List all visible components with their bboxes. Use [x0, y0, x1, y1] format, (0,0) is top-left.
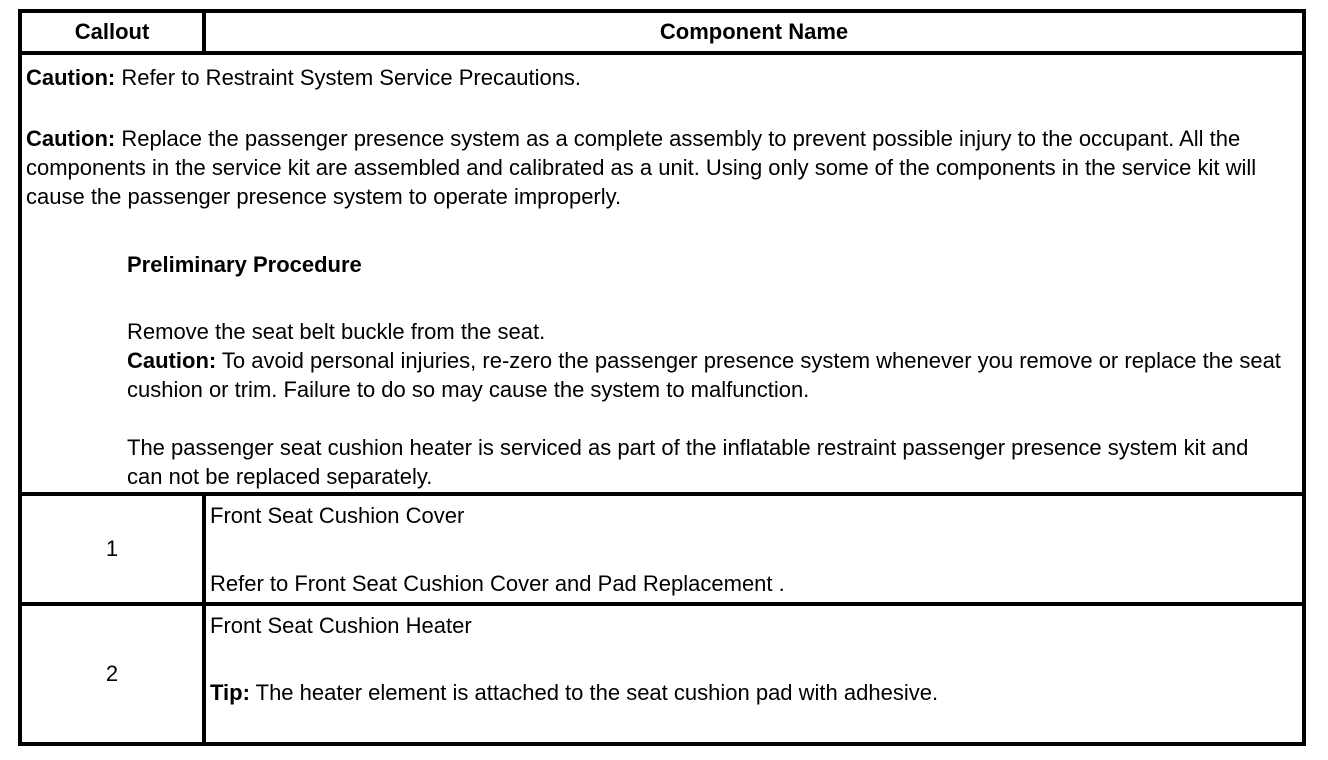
component-title: Front Seat Cushion Heater [210, 613, 472, 638]
component-detail-1 [210, 569, 1294, 598]
caution-restraint-precautions [26, 63, 1282, 92]
caution-re-zero [127, 346, 1282, 404]
tip-label: Tip: [210, 680, 250, 705]
header-callout: Callout [74, 19, 150, 44]
callout-number-2: 2 [105, 661, 119, 686]
caution-label: Caution: [26, 65, 116, 90]
tip-note [210, 678, 1294, 707]
component-title: Front Seat Cushion Cover [210, 503, 465, 528]
caution-text: To avoid personal injuries, re-zero the passenger presence system whenever you remove or replace the seat cushion or trim. Failure to do so may cause the system to malfunction. [127, 348, 1281, 402]
step-remove-buckle: Remove the seat belt buckle from the seat. [127, 319, 546, 344]
header-divider [202, 13, 206, 55]
notes-bottom-rule [22, 492, 1302, 496]
heater-service-note: The passenger seat cushion heater is serviced as part of the inflatable restraint passenger presence system kit and can not be replaced separately. [127, 435, 1249, 489]
row1-bottom-rule [22, 602, 1302, 606]
caution-text: Refer to Restraint System Service Precautions. [115, 65, 582, 90]
table-header-row [22, 13, 1302, 51]
caution-replace-assembly [26, 124, 1262, 211]
row1-divider [202, 492, 206, 606]
component-name-1 [210, 501, 1294, 530]
preliminary-steps [26, 317, 1302, 404]
preliminary-procedure-heading: Preliminary Procedure [127, 252, 362, 277]
notes-cell [26, 55, 1302, 492]
caution-text: Replace the passenger presence system as a complete assembly to prevent possible injury to the occupant. All the components in the service kit are assembled and calibrated as a unit. Using only some of the components in the service kit will cause the passenger presence system to operate improperly. [26, 126, 1257, 209]
row2-divider [202, 602, 206, 742]
component-reference: Refer to Front Seat Cushion Cover and Pad Replacement . [210, 571, 785, 596]
component-name-2 [210, 611, 1294, 640]
component-table [18, 9, 1306, 746]
header-component-name: Component Name [659, 19, 849, 44]
tip-text: The heater element is attached to the seat cushion pad with adhesive. [249, 680, 939, 705]
caution-label: Caution: [26, 126, 116, 151]
callout-number-1: 1 [105, 536, 119, 561]
component-tip-2 [210, 678, 1294, 707]
caution-label: Caution: [127, 348, 217, 373]
